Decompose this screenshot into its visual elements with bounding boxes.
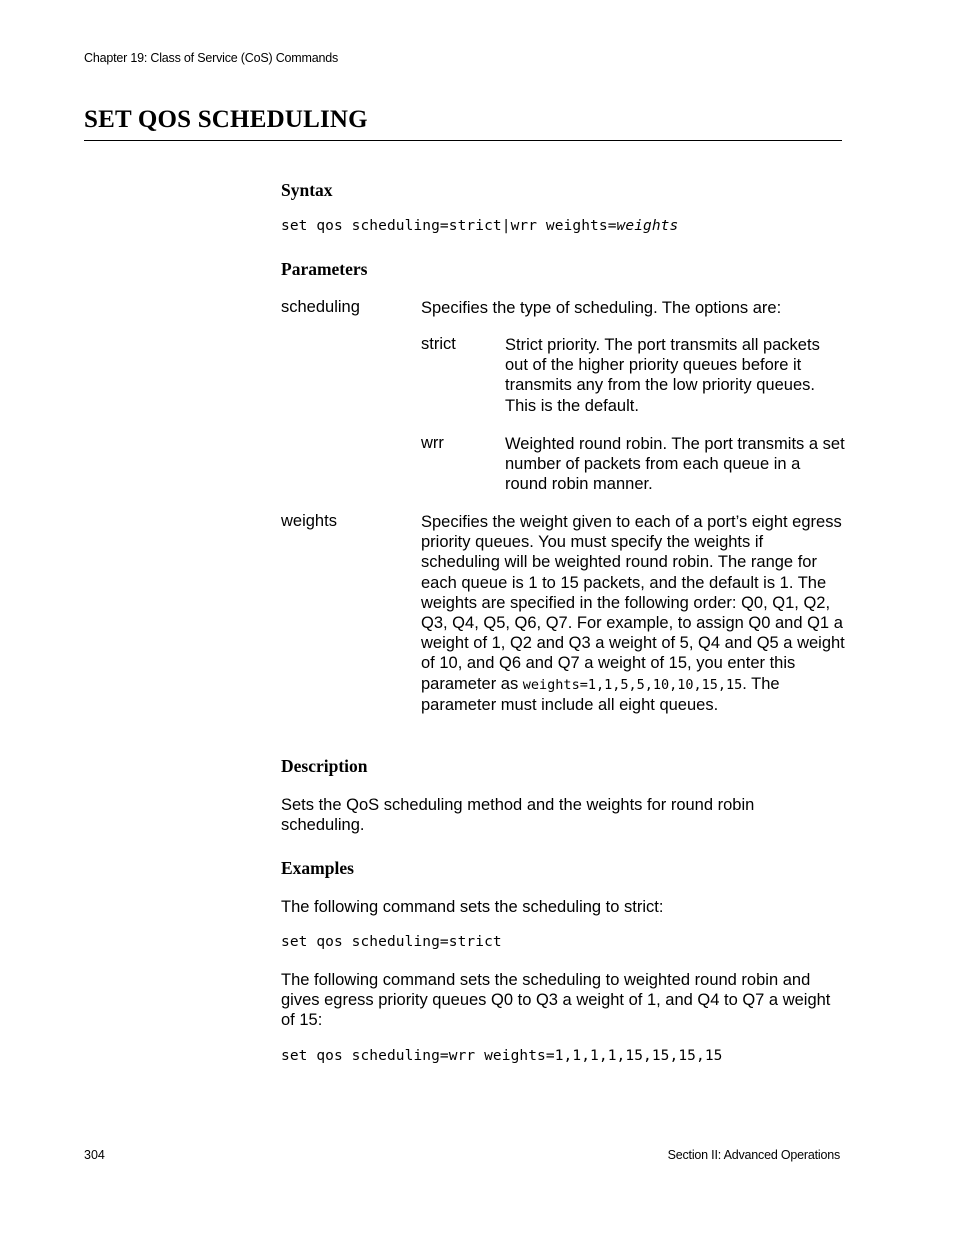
option-strict-description: Strict priority. The port transmits all packets out of the higher priority queues before it transmits any from the low priority queues. This is the default. (505, 336, 820, 415)
syntax-heading: Syntax (281, 180, 333, 200)
option-wrr-name: wrr (421, 434, 444, 452)
page-number: 304 (84, 1148, 105, 1162)
weights-example-code: weights=1,1,5,5,10,10,15,15 (522, 676, 743, 693)
param-weights-name: weights (281, 512, 337, 530)
running-header: Chapter 19: Class of Service (CoS) Commands (84, 51, 338, 65)
syntax-command (281, 218, 678, 234)
syntax-command-arg: weights (616, 218, 679, 234)
param-scheduling-name: scheduling (281, 298, 360, 316)
examples-heading: Examples (281, 858, 354, 878)
title-rule (84, 140, 842, 141)
syntax-command-prefix: set qos scheduling=strict|wrr weights= (281, 218, 617, 234)
example-code-2: set qos scheduling=wrr weights=1,1,1,1,15,15,15,15 (281, 1048, 723, 1064)
description-heading: Description (281, 756, 368, 776)
parameters-heading: Parameters (281, 259, 368, 279)
page-title: SET QOS SCHEDULING (84, 106, 368, 133)
option-strict-name: strict (421, 335, 456, 353)
param-scheduling-description: Specifies the type of scheduling. The options are: (421, 299, 782, 317)
option-wrr-description: Weighted round robin. The port transmits a set number of packets from each queue in a round robin manner. (505, 435, 845, 494)
weights-description-before: Specifies the weight given to each of a port’s eight egress priority queues. You must specify the weights if scheduling will be weighted round robin. The range for each queue is 1 to 15 packets, and the default is 1. The weights are specified in the following order: Q0, Q1, Q2, Q3, Q4, Q5, Q6, Q7. For example, to assign Q0 and Q1 a weight of 1, Q2 and Q3 a weight of 5, Q4 and Q5 a weight of 10, and Q6 and Q7 a weight of 15, you enter this parameter as (421, 513, 845, 693)
example-intro-2: The following command sets the scheduling to weighted round robin and gives egress priority queues Q0 to Q3 a weight of 1, and Q4 to Q7 a weight of 15: (281, 971, 831, 1030)
example-code-1: set qos scheduling=strict (281, 934, 502, 950)
weights-description-after: . The parameter must include all eight queues. (421, 674, 780, 714)
description-text: Sets the QoS scheduling method and the weights for round robin scheduling. (281, 796, 755, 835)
example-intro-1: The following command sets the scheduling to strict: (281, 898, 664, 916)
section-footer: Section II: Advanced Operations (667, 1148, 840, 1162)
param-weights-description (421, 512, 845, 715)
